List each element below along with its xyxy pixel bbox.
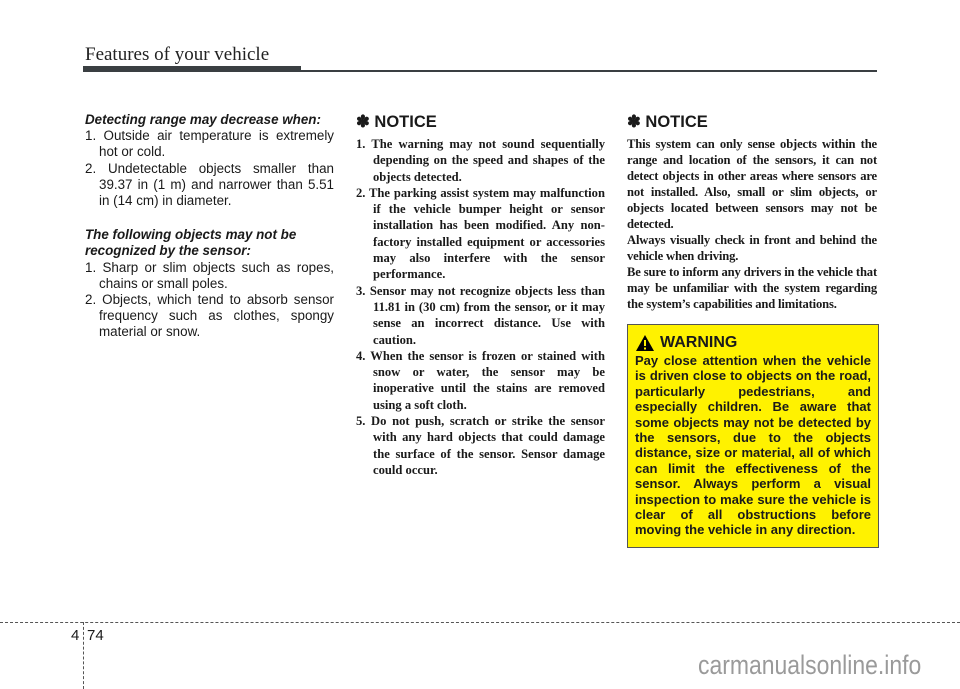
footer-dotted-rule [0, 622, 960, 623]
section-number: 4 [71, 627, 80, 644]
list-item: 1. Outside air temperature is extremely hot or cold. [85, 128, 334, 160]
header-rule [83, 70, 877, 72]
notice-paragraph: This system can only sense objects within the range and location of the sensors, it can not detect objects in other areas where sensors are not installed. Also, small or slim objects, or objects located between sensors may not be detected. [627, 137, 877, 231]
list-item: 1. Sharp or slim objects such as ropes, chains or small poles. [85, 259, 334, 291]
warning-triangle-icon [635, 334, 655, 352]
list-item: 5. Do not push, scratch or strike the sensor with any hard objects that could damage the surface of the sensor. Sensor damage could occur. [356, 414, 605, 477]
column-notice-2 [627, 112, 877, 548]
footer-vertical-rule [83, 622, 84, 689]
column-detecting-range [85, 112, 334, 359]
list-item: 3. Sensor may not recognize objects less than 11.81 in (30 cm) from the sensor, or it may sense an incorrect distance. Use with caution. [356, 283, 605, 347]
page-header-title: Features of your vehicle [85, 44, 270, 65]
list-detecting-range [85, 128, 334, 209]
list-item: 4. When the sensor is frozen or stained with snow or water, the sensor may be inoperative until the stains are removed using a soft cloth. [356, 348, 605, 412]
subheading-unrecognized-objects: The following objects may not be recognized by the sensor: [85, 227, 297, 259]
subheading-detecting-range: Detecting range may decrease when: [85, 112, 321, 127]
list-unrecognized-objects [85, 260, 334, 341]
notice-paragraph: Always visually check in front and behind the vehicle when driving. [627, 233, 877, 263]
watermark: carmanualsonline.info [698, 650, 922, 680]
list-item: 2. The parking assist system may malfunction if the vehicle bumper height or sensor installation has been modified. Any non-factory installed equipment or accessories may also interfere with the sensor performance. [356, 185, 605, 282]
list-item: 2. Objects, which tend to absorb sensor frequency such as clothes, spongy material or snow. [85, 292, 334, 340]
warning-text: Pay close attention when the vehicle is driven close to objects on the road, particularly pedestrians, and especially children. Be aware that some objects may not be detected by the sensors, due to the objects distance, size or material, all of which can limit the effectiveness of the sensor. Always perform a visual inspection to make sure the vehicle is clear of all obstructions before moving the vehicle in any direction. [635, 353, 871, 538]
warning-box [627, 324, 879, 548]
column-notice-1 [356, 112, 605, 496]
list-item: 1. The warning may not sound sequentially depending on the speed and shapes of the objects detected. [356, 137, 605, 184]
notice-heading: ✽ NOTICE [356, 113, 437, 131]
notice-list [356, 136, 605, 478]
list-item: 2. Undetectable objects smaller than 39.37 in (1 m) and narrower than 5.51 in (14 cm) in diameter. [85, 160, 334, 209]
warning-header [635, 333, 871, 353]
notice-heading: ✽ NOTICE [627, 113, 708, 131]
notice-paragraph: Be sure to inform any drivers in the vehicle that may be unfamiliar with the system regarding the system’s capabilities and limitations. [627, 265, 877, 311]
page-number: 74 [87, 627, 104, 644]
warning-title: WARNING [660, 334, 738, 351]
